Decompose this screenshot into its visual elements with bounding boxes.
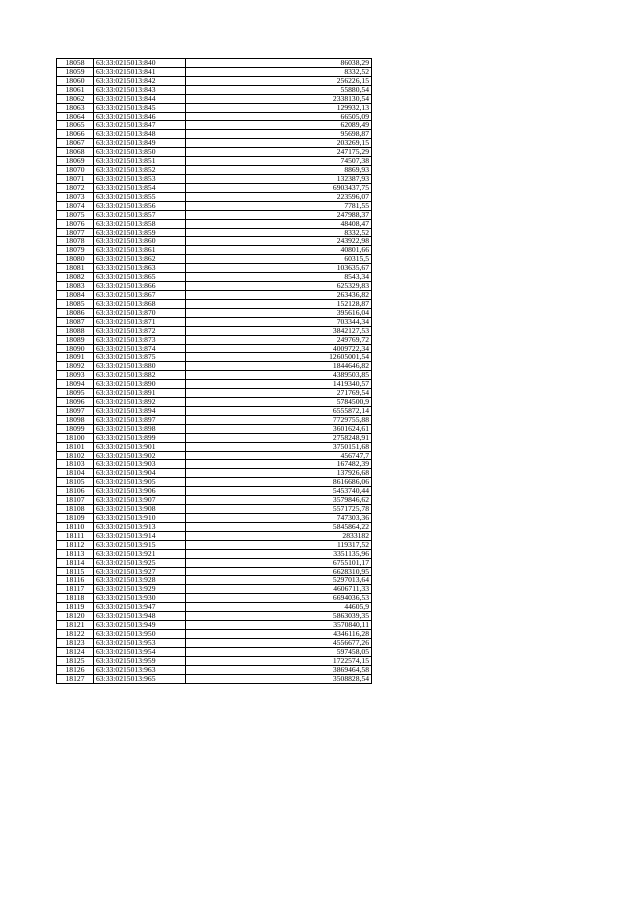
table-row [57,219,372,228]
row-number-cell: 18121 [57,621,94,630]
row-number-cell: 18095 [57,389,94,398]
table-row [57,540,372,549]
value-cell: 152128,87 [186,299,372,308]
table-row [57,139,372,148]
row-number-cell: 18114 [57,558,94,567]
cadastral-number-cell: 63:33:0215013:866 [94,282,186,291]
cadastral-number-cell: 63:33:0215013:948 [94,612,186,621]
cadastral-number-cell: 63:33:0215013:959 [94,656,186,665]
value-cell: 48408,47 [186,219,372,228]
cadastral-number-cell: 63:33:0215013:875 [94,353,186,362]
value-cell: 4389503,85 [186,371,372,380]
table-row [57,59,372,68]
cadastral-number-cell: 63:33:0215013:852 [94,166,186,175]
row-number-cell: 18108 [57,505,94,514]
row-number-cell: 18120 [57,612,94,621]
value-cell: 6628310,95 [186,567,372,576]
row-number-cell: 18096 [57,398,94,407]
value-cell: 8332,52 [186,228,372,237]
table-row [57,371,372,380]
table-row [57,362,372,371]
table-row [57,210,372,219]
value-cell: 4606711,33 [186,585,372,594]
value-cell: 12605001,54 [186,353,372,362]
row-number-cell: 18082 [57,273,94,282]
row-number-cell: 18078 [57,237,94,246]
value-cell: 44605,9 [186,603,372,612]
cadastral-number-cell: 63:33:0215013:906 [94,487,186,496]
row-number-cell: 18083 [57,282,94,291]
row-number-cell: 18113 [57,549,94,558]
value-cell: 6903437,75 [186,183,372,192]
value-cell: 3579846,62 [186,496,372,505]
value-cell: 62089,49 [186,121,372,130]
value-cell: 3351135,96 [186,549,372,558]
value-cell: 247988,37 [186,210,372,219]
value-cell: 703344,34 [186,317,372,326]
value-cell: 74507,38 [186,157,372,166]
value-cell: 95698,87 [186,130,372,139]
value-cell: 137926,68 [186,469,372,478]
table-row [57,567,372,576]
table-row [57,603,372,612]
value-cell: 625329,83 [186,282,372,291]
table-row [57,496,372,505]
cadastral-number-cell: 63:33:0215013:963 [94,665,186,674]
row-number-cell: 18067 [57,139,94,148]
value-cell: 263436,82 [186,290,372,299]
cadastral-number-cell: 63:33:0215013:873 [94,335,186,344]
value-cell: 3570840,11 [186,621,372,630]
row-number-cell: 18062 [57,94,94,103]
table-row [57,273,372,282]
value-cell: 8332,52 [186,67,372,76]
cadastral-number-cell: 63:33:0215013:905 [94,478,186,487]
cadastral-number-cell: 63:33:0215013:890 [94,380,186,389]
table-body [57,59,372,684]
value-cell: 3508828,54 [186,674,372,683]
cadastral-number-cell: 63:33:0215013:949 [94,621,186,630]
row-number-cell: 18087 [57,317,94,326]
table-row [57,469,372,478]
cadastral-number-cell: 63:33:0215013:854 [94,183,186,192]
table-row [57,201,372,210]
value-cell: 5297013,64 [186,576,372,585]
row-number-cell: 18112 [57,540,94,549]
cadastral-number-cell: 63:33:0215013:867 [94,290,186,299]
table-row [57,94,372,103]
table-row [57,67,372,76]
table-row [57,612,372,621]
row-number-cell: 18107 [57,496,94,505]
cadastral-number-cell: 63:33:0215013:874 [94,344,186,353]
table-row [57,85,372,94]
value-cell: 86038,29 [186,59,372,68]
value-cell: 119317,52 [186,540,372,549]
value-cell: 203269,15 [186,139,372,148]
cadastral-number-cell: 63:33:0215013:851 [94,157,186,166]
row-number-cell: 18076 [57,219,94,228]
row-number-cell: 18068 [57,148,94,157]
row-number-cell: 18091 [57,353,94,362]
table-row [57,549,372,558]
cadastral-number-cell: 63:33:0215013:859 [94,228,186,237]
row-number-cell: 18080 [57,255,94,264]
row-number-cell: 18066 [57,130,94,139]
cadastral-number-cell: 63:33:0215013:882 [94,371,186,380]
value-cell: 6694036,53 [186,594,372,603]
value-cell: 4556677,26 [186,638,372,647]
row-number-cell: 18100 [57,433,94,442]
table-row [57,130,372,139]
value-cell: 2758248,91 [186,433,372,442]
parcel-table [56,58,372,684]
cadastral-number-cell: 63:33:0215013:841 [94,67,186,76]
row-number-cell: 18089 [57,335,94,344]
row-number-cell: 18125 [57,656,94,665]
table-row [57,317,372,326]
row-number-cell: 18070 [57,166,94,175]
row-number-cell: 18092 [57,362,94,371]
cadastral-number-cell: 63:33:0215013:858 [94,219,186,228]
cadastral-number-cell: 63:33:0215013:891 [94,389,186,398]
value-cell: 1722574,15 [186,656,372,665]
row-number-cell: 18110 [57,522,94,531]
value-cell: 597458,05 [186,647,372,656]
cadastral-number-cell: 63:33:0215013:915 [94,540,186,549]
value-cell: 60315,5 [186,255,372,264]
value-cell: 4346116,28 [186,630,372,639]
row-number-cell: 18058 [57,59,94,68]
table-row [57,326,372,335]
cadastral-number-cell: 63:33:0215013:880 [94,362,186,371]
row-number-cell: 18064 [57,112,94,121]
table-row [57,451,372,460]
row-number-cell: 18074 [57,201,94,210]
table-row [57,478,372,487]
row-number-cell: 18097 [57,406,94,415]
cadastral-number-cell: 63:33:0215013:954 [94,647,186,656]
table-row [57,112,372,121]
cadastral-number-cell: 63:33:0215013:846 [94,112,186,121]
row-number-cell: 18071 [57,174,94,183]
value-cell: 103635,67 [186,264,372,273]
value-cell: 5863039,35 [186,612,372,621]
cadastral-number-cell: 63:33:0215013:857 [94,210,186,219]
row-number-cell: 18126 [57,665,94,674]
value-cell: 2338130,54 [186,94,372,103]
cadastral-number-cell: 63:33:0215013:929 [94,585,186,594]
table-row [57,148,372,157]
value-cell: 4009722,34 [186,344,372,353]
table-row [57,398,372,407]
value-cell: 249769,72 [186,335,372,344]
cadastral-number-cell: 63:33:0215013:921 [94,549,186,558]
table-row [57,237,372,246]
row-number-cell: 18118 [57,594,94,603]
cadastral-number-cell: 63:33:0215013:856 [94,201,186,210]
value-cell: 132387,93 [186,174,372,183]
row-number-cell: 18093 [57,371,94,380]
row-number-cell: 18102 [57,451,94,460]
value-cell: 3750151,68 [186,442,372,451]
cadastral-number-cell: 63:33:0215013:899 [94,433,186,442]
row-number-cell: 18106 [57,487,94,496]
table-row [57,585,372,594]
table-row [57,424,372,433]
value-cell: 3869464,58 [186,665,372,674]
table-row [57,121,372,130]
value-cell: 747303,36 [186,514,372,523]
table-row [57,264,372,273]
table-row [57,183,372,192]
value-cell: 7781,55 [186,201,372,210]
table-row [57,406,372,415]
cadastral-number-cell: 63:33:0215013:894 [94,406,186,415]
table-row [57,335,372,344]
table-row [57,487,372,496]
row-number-cell: 18081 [57,264,94,273]
table-row [57,647,372,656]
cadastral-number-cell: 63:33:0215013:904 [94,469,186,478]
table-row [57,157,372,166]
value-cell: 167482,39 [186,460,372,469]
row-number-cell: 18127 [57,674,94,683]
cadastral-number-cell: 63:33:0215013:850 [94,148,186,157]
table-row [57,433,372,442]
cadastral-number-cell: 63:33:0215013:855 [94,192,186,201]
row-number-cell: 18103 [57,460,94,469]
row-number-cell: 18116 [57,576,94,585]
value-cell: 247175,29 [186,148,372,157]
value-cell: 1844646,82 [186,362,372,371]
value-cell: 256226,15 [186,76,372,85]
value-cell: 3842127,53 [186,326,372,335]
row-number-cell: 18119 [57,603,94,612]
table-row [57,442,372,451]
table-row [57,344,372,353]
row-number-cell: 18094 [57,380,94,389]
cadastral-number-cell: 63:33:0215013:871 [94,317,186,326]
table-row [57,558,372,567]
table-row [57,656,372,665]
row-number-cell: 18077 [57,228,94,237]
cadastral-number-cell: 63:33:0215013:840 [94,59,186,68]
value-cell: 2833182 [186,531,372,540]
cadastral-number-cell: 63:33:0215013:928 [94,576,186,585]
row-number-cell: 18061 [57,85,94,94]
row-number-cell: 18085 [57,299,94,308]
row-number-cell: 18079 [57,246,94,255]
value-cell: 8869,93 [186,166,372,175]
table-row [57,514,372,523]
table-row [57,380,372,389]
row-number-cell: 18122 [57,630,94,639]
table-row [57,246,372,255]
cadastral-number-cell: 63:33:0215013:913 [94,522,186,531]
table-row [57,389,372,398]
row-number-cell: 18124 [57,647,94,656]
row-number-cell: 18099 [57,424,94,433]
value-cell: 5845864,22 [186,522,372,531]
row-number-cell: 18104 [57,469,94,478]
cadastral-number-cell: 63:33:0215013:914 [94,531,186,540]
cadastral-number-cell: 63:33:0215013:897 [94,415,186,424]
table-row [57,665,372,674]
row-number-cell: 18065 [57,121,94,130]
value-cell: 271769,54 [186,389,372,398]
cadastral-number-cell: 63:33:0215013:845 [94,103,186,112]
value-cell: 8616686,06 [186,478,372,487]
cadastral-number-cell: 63:33:0215013:953 [94,638,186,647]
value-cell: 5571725,78 [186,505,372,514]
value-cell: 6555872,14 [186,406,372,415]
value-cell: 7729755,88 [186,415,372,424]
row-number-cell: 18060 [57,76,94,85]
cadastral-number-cell: 63:33:0215013:863 [94,264,186,273]
value-cell: 6755101,17 [186,558,372,567]
row-number-cell: 18063 [57,103,94,112]
row-number-cell: 18111 [57,531,94,540]
row-number-cell: 18075 [57,210,94,219]
value-cell: 456747,7 [186,451,372,460]
table-row [57,460,372,469]
table-row [57,166,372,175]
cadastral-number-cell: 63:33:0215013:947 [94,603,186,612]
cadastral-number-cell: 63:33:0215013:847 [94,121,186,130]
table-row [57,353,372,362]
cadastral-number-cell: 63:33:0215013:898 [94,424,186,433]
cadastral-number-cell: 63:33:0215013:842 [94,76,186,85]
table-row [57,576,372,585]
cadastral-number-cell: 63:33:0215013:927 [94,567,186,576]
table-row [57,174,372,183]
table-row [57,103,372,112]
cadastral-number-cell: 63:33:0215013:901 [94,442,186,451]
table-row [57,192,372,201]
row-number-cell: 18069 [57,157,94,166]
value-cell: 395616,04 [186,308,372,317]
table-row [57,531,372,540]
value-cell: 243922,98 [186,237,372,246]
row-number-cell: 18115 [57,567,94,576]
cadastral-number-cell: 63:33:0215013:872 [94,326,186,335]
value-cell: 66505,09 [186,112,372,121]
row-number-cell: 18117 [57,585,94,594]
table-row [57,255,372,264]
cadastral-number-cell: 63:33:0215013:930 [94,594,186,603]
table-row [57,505,372,514]
table-row [57,638,372,647]
table-row [57,674,372,683]
cadastral-number-cell: 63:33:0215013:950 [94,630,186,639]
cadastral-number-cell: 63:33:0215013:907 [94,496,186,505]
value-cell: 5453740,44 [186,487,372,496]
value-cell: 1419340,57 [186,380,372,389]
cadastral-number-cell: 63:33:0215013:892 [94,398,186,407]
table-row [57,522,372,531]
cadastral-number-cell: 63:33:0215013:849 [94,139,186,148]
value-cell: 40801,66 [186,246,372,255]
cadastral-number-cell: 63:33:0215013:910 [94,514,186,523]
cadastral-number-cell: 63:33:0215013:848 [94,130,186,139]
row-number-cell: 18123 [57,638,94,647]
table-row [57,308,372,317]
cadastral-number-cell: 63:33:0215013:843 [94,85,186,94]
cadastral-number-cell: 63:33:0215013:925 [94,558,186,567]
row-number-cell: 18101 [57,442,94,451]
row-number-cell: 18084 [57,290,94,299]
row-number-cell: 18086 [57,308,94,317]
table-row [57,594,372,603]
row-number-cell: 18088 [57,326,94,335]
table-row [57,415,372,424]
row-number-cell: 18109 [57,514,94,523]
row-number-cell: 18059 [57,67,94,76]
value-cell: 223596,07 [186,192,372,201]
value-cell: 129932,13 [186,103,372,112]
row-number-cell: 18090 [57,344,94,353]
table-row [57,228,372,237]
cadastral-number-cell: 63:33:0215013:902 [94,451,186,460]
cadastral-number-cell: 63:33:0215013:870 [94,308,186,317]
table-row [57,299,372,308]
table-row [57,76,372,85]
table-row [57,630,372,639]
value-cell: 3601624,61 [186,424,372,433]
row-number-cell: 18073 [57,192,94,201]
cadastral-number-cell: 63:33:0215013:965 [94,674,186,683]
cadastral-number-cell: 63:33:0215013:908 [94,505,186,514]
row-number-cell: 18105 [57,478,94,487]
cadastral-number-cell: 63:33:0215013:853 [94,174,186,183]
cadastral-number-cell: 63:33:0215013:903 [94,460,186,469]
table-row [57,621,372,630]
cadastral-number-cell: 63:33:0215013:862 [94,255,186,264]
table-row [57,290,372,299]
cadastral-number-cell: 63:33:0215013:868 [94,299,186,308]
value-cell: 5784500,9 [186,398,372,407]
row-number-cell: 18098 [57,415,94,424]
cadastral-number-cell: 63:33:0215013:865 [94,273,186,282]
row-number-cell: 18072 [57,183,94,192]
value-cell: 55880,54 [186,85,372,94]
table-row [57,282,372,291]
cadastral-number-cell: 63:33:0215013:844 [94,94,186,103]
cadastral-number-cell: 63:33:0215013:861 [94,246,186,255]
value-cell: 8543,34 [186,273,372,282]
cadastral-number-cell: 63:33:0215013:860 [94,237,186,246]
